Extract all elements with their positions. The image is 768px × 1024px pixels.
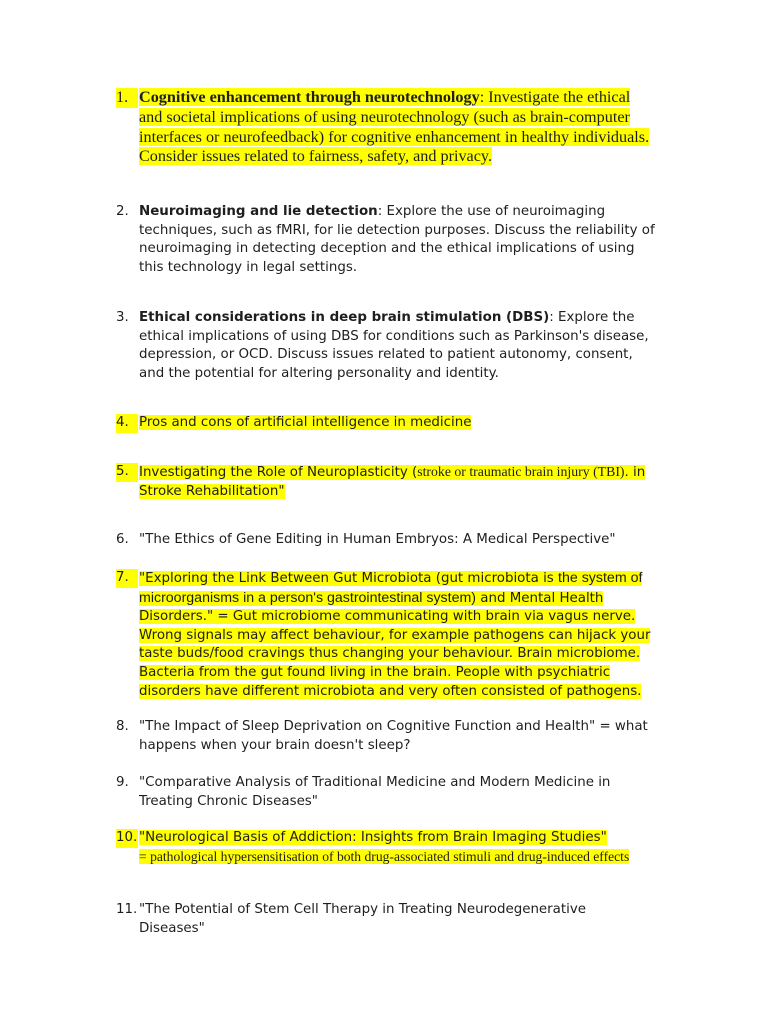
item-title: Ethical considerations in deep brain stimulation (DBS) — [139, 310, 550, 325]
item-text-serif: = pathological hypersensitisation of both drug-associated stimuli and drug-induced effects — [139, 848, 630, 864]
list-number: 9. — [116, 775, 129, 790]
list-number: 6. — [116, 532, 129, 547]
list-item-8 — [116, 718, 656, 755]
item-text: "The Impact of Sleep Deprivation on Cognitive Function and Health" = what happens when your brain doesn't sleep? — [139, 719, 648, 753]
list-item-7 — [116, 569, 656, 701]
list-item-5 — [116, 463, 656, 501]
list-number: 7. — [116, 569, 138, 588]
item-text: "The Ethics of Gene Editing in Human Embryos: A Medical Perspective" — [139, 532, 616, 547]
list-number: 8. — [116, 719, 129, 734]
item-title: Neuroimaging and lie detection — [139, 204, 378, 219]
list-number: 2. — [116, 204, 129, 219]
list-item-11 — [116, 901, 656, 938]
list-item-9 — [116, 774, 656, 811]
list-item-10 — [116, 829, 656, 867]
item-text: . in Stroke Rehabilitation" — [139, 465, 646, 499]
list-item-6 — [116, 531, 656, 550]
item-body: : Investigate the ethical and societal implications of using neurotechnology (such as brain-computer interfaces or neurofeedback) for cognitive enhancement in healthy individuals. Consider issues related to fairness, safety, and privacy. — [139, 88, 650, 166]
list-number: 3. — [116, 310, 129, 325]
item-title: Cognitive enhancement through neurotechnology — [139, 88, 480, 106]
item-body: : Explore the use of neuroimaging techniques, such as fMRI, for lie detection purposes. Discuss the reliability of neuroimaging in detecting deception and the ethical implications of using this technology in legal settings. — [139, 204, 655, 275]
list-number: 10. — [116, 829, 138, 848]
item-text: "Neurological Basis of Addiction: Insights from Brain Imaging Studies" — [139, 830, 607, 845]
item-text: Pros and cons of artificial intelligence in medicine — [139, 415, 472, 430]
item-text-definition: the system of microorganisms in a person's gastrointestinal system) — [139, 570, 643, 606]
item-text-serif: stroke or traumatic brain injury (TBI) — [417, 464, 625, 479]
list-item-3 — [116, 309, 656, 383]
list-item-2 — [116, 203, 656, 277]
list-item-1 — [116, 88, 656, 167]
item-text: "The Potential of Stem Cell Therapy in Treating Neurodegenerative Diseases" — [139, 902, 587, 936]
item-body: : Explore the ethical implications of using DBS for conditions such as Parkinson's disease, depression, or OCD. Discuss issues related to patient autonomy, consent, and the potential for altering personality and identity. — [139, 310, 649, 381]
list-number: 1. — [116, 88, 138, 108]
item-text: "Exploring the Link Between Gut Microbiota (gut microbiota is — [139, 571, 559, 586]
list-number: 4. — [116, 414, 138, 433]
item-text: Investigating the Role of Neuroplasticity ( — [139, 465, 418, 480]
item-text: and Mental Health Disorders." = Gut microbiome communicating with brain via vagus nerve. Wrong signals may affect behaviour, for example pathogens can hijack your taste buds/food cravings thus changing your behaviour. Brain microbiome. Bacteria from the gut found living in the brain. People with psychiatric disorders have different microbiota and very often consisted of pathogens. — [139, 590, 651, 699]
list-number: 5. — [116, 463, 138, 482]
list-number: 11. — [116, 902, 138, 917]
list-item-4 — [116, 414, 656, 433]
item-text: "Comparative Analysis of Traditional Medicine and Modern Medicine in Treating Chronic Diseases" — [139, 775, 611, 809]
